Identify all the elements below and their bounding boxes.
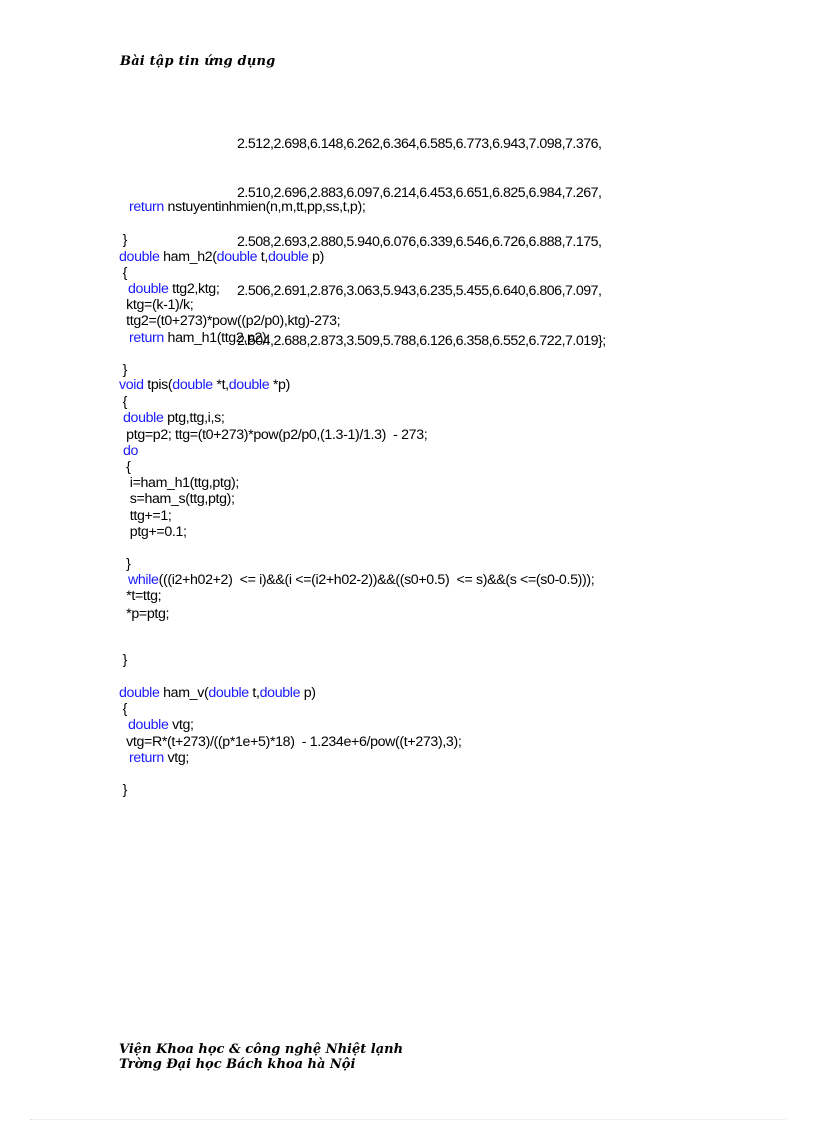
- code-line-tpis-ptg: ptg+=0.1;: [119, 524, 187, 540]
- code-line-brace: }: [119, 556, 131, 572]
- footer-institute: Viện Khoa học & công nghệ Nhiệt lạnh: [119, 1042, 404, 1057]
- code-line-brace: {: [119, 459, 131, 475]
- code-line-tpis-ttg: ttg+=1;: [119, 508, 172, 524]
- code-line-tpis-while: [128, 572, 594, 588]
- code-line-ham-h2-return: [129, 330, 270, 346]
- code-line-ham-v-decl: [128, 717, 194, 733]
- code-line-brace: {: [119, 701, 127, 717]
- code-line-ham-h2-ktg: ktg=(k-1)/k;: [119, 297, 194, 313]
- code-line-ham-h2-signature: [119, 249, 324, 265]
- keyword-double: double: [128, 717, 169, 733]
- keyword-void: void: [119, 377, 144, 393]
- keyword-double: double: [123, 410, 164, 426]
- keyword-double: double: [119, 249, 160, 265]
- code-line-tpis-init: ptg=p2; ttg=(t0+273)*pow(p2/p0,(1.3-1)/1.3) - 273;: [119, 427, 428, 443]
- function-name-ham-v: ham_v(: [159, 685, 209, 701]
- keyword-double: double: [128, 281, 169, 297]
- keyword-while: while: [128, 572, 159, 588]
- code-text: vtg;: [163, 750, 190, 766]
- code-line-brace: }: [119, 232, 127, 248]
- code-line-tpis-do: [123, 443, 138, 459]
- code-text: *p): [269, 377, 290, 393]
- function-name-ham-h2: ham_h2(: [159, 249, 217, 265]
- code-line-brace: {: [119, 394, 127, 410]
- code-line-brace: }: [119, 362, 127, 378]
- footer-university: Trờng Đại học Bách khoa hà Nội: [119, 1057, 356, 1072]
- keyword-return: return: [129, 750, 164, 766]
- code-text: *t,: [212, 377, 229, 393]
- code-line-ham-h2-ttg2: ttg2=(t0+273)*pow((p2/p0),ktg)-273;: [119, 313, 341, 329]
- code-text: ttg2,ktg;: [168, 281, 220, 297]
- keyword-double: double: [208, 685, 249, 701]
- array-data-row: 2.504,2.688,2.873,3.509,5.788,6.126,6.358,6.552,6.722,7.019};: [237, 332, 606, 349]
- page-header: Bài tập tin ứng dụng: [120, 54, 276, 69]
- code-line-tpis-signature: [119, 377, 290, 393]
- keyword-return: return: [129, 330, 164, 346]
- code-text: ham_h1(ttg2,p2);: [163, 330, 271, 346]
- keyword-do: do: [123, 443, 139, 459]
- code-line-brace: }: [119, 652, 127, 668]
- code-text: vtg;: [168, 717, 194, 733]
- array-data-row: 2.510,2.696,2.883,6.097,6.214,6.453,6.651,6.825,6.984,7.267,: [237, 185, 602, 202]
- code-text: t,: [248, 685, 260, 701]
- keyword-double: double: [267, 249, 309, 265]
- code-text: nstuyentinhmien(n,m,tt,pp,ss,t,p);: [163, 199, 366, 215]
- array-data-row: 2.512,2.698,6.148,6.262,6.364,6.585,6.773,6.943,7.098,7.376,: [237, 135, 602, 152]
- code-text: p): [308, 249, 324, 265]
- array-data-row: 2.508,2.693,2.880,5.940,6.076,6.339,6.546,6.726,6.888,7.175,: [237, 234, 602, 251]
- code-line-return-nstuyen: [129, 199, 365, 215]
- keyword-double: double: [172, 377, 213, 393]
- code-line-tpis-assign-p: *p=ptg;: [119, 606, 170, 622]
- code-line-ham-v-signature: [119, 685, 316, 701]
- code-text: p): [300, 685, 316, 701]
- function-name-tpis: tpis(: [143, 377, 173, 393]
- keyword-double: double: [119, 685, 160, 701]
- code-line-tpis-i: i=ham_h1(ttg,ptg);: [119, 475, 240, 491]
- code-line-brace: {: [119, 265, 127, 281]
- keyword-return: return: [129, 199, 164, 215]
- code-line-ham-v-return: [129, 750, 189, 766]
- code-line-tpis-decl: [123, 410, 224, 426]
- keyword-double: double: [259, 685, 301, 701]
- page-bottom-divider: [30, 1119, 786, 1120]
- code-line-tpis-assign-t: *t=ttg;: [119, 588, 162, 604]
- code-text: (((i2+h02+2) <= i)&&(i <=(i2+h02-2))&&((s0+0.5) <= s)&&(s <=(s0-0.5)));: [158, 572, 595, 588]
- array-data-row: 2.506,2.691,2.876,3.063,5.943,6.235,5.455,6.640,6.806,7.097,: [237, 283, 602, 300]
- code-line-brace: }: [119, 782, 127, 798]
- code-text: ptg,ttg,i,s;: [163, 410, 225, 426]
- code-line-tpis-s: s=ham_s(ttg,ptg);: [119, 491, 235, 507]
- keyword-double: double: [228, 377, 270, 393]
- page-footer: [119, 1042, 403, 1072]
- code-line-ham-h2-decl: [128, 281, 219, 297]
- keyword-double: double: [216, 249, 258, 265]
- code-line-ham-v-vtg: vtg=R*(t+273)/((p*1e+5)*18) - 1.234e+6/pow((t+273),3);: [119, 734, 462, 750]
- code-text: t,: [257, 249, 268, 265]
